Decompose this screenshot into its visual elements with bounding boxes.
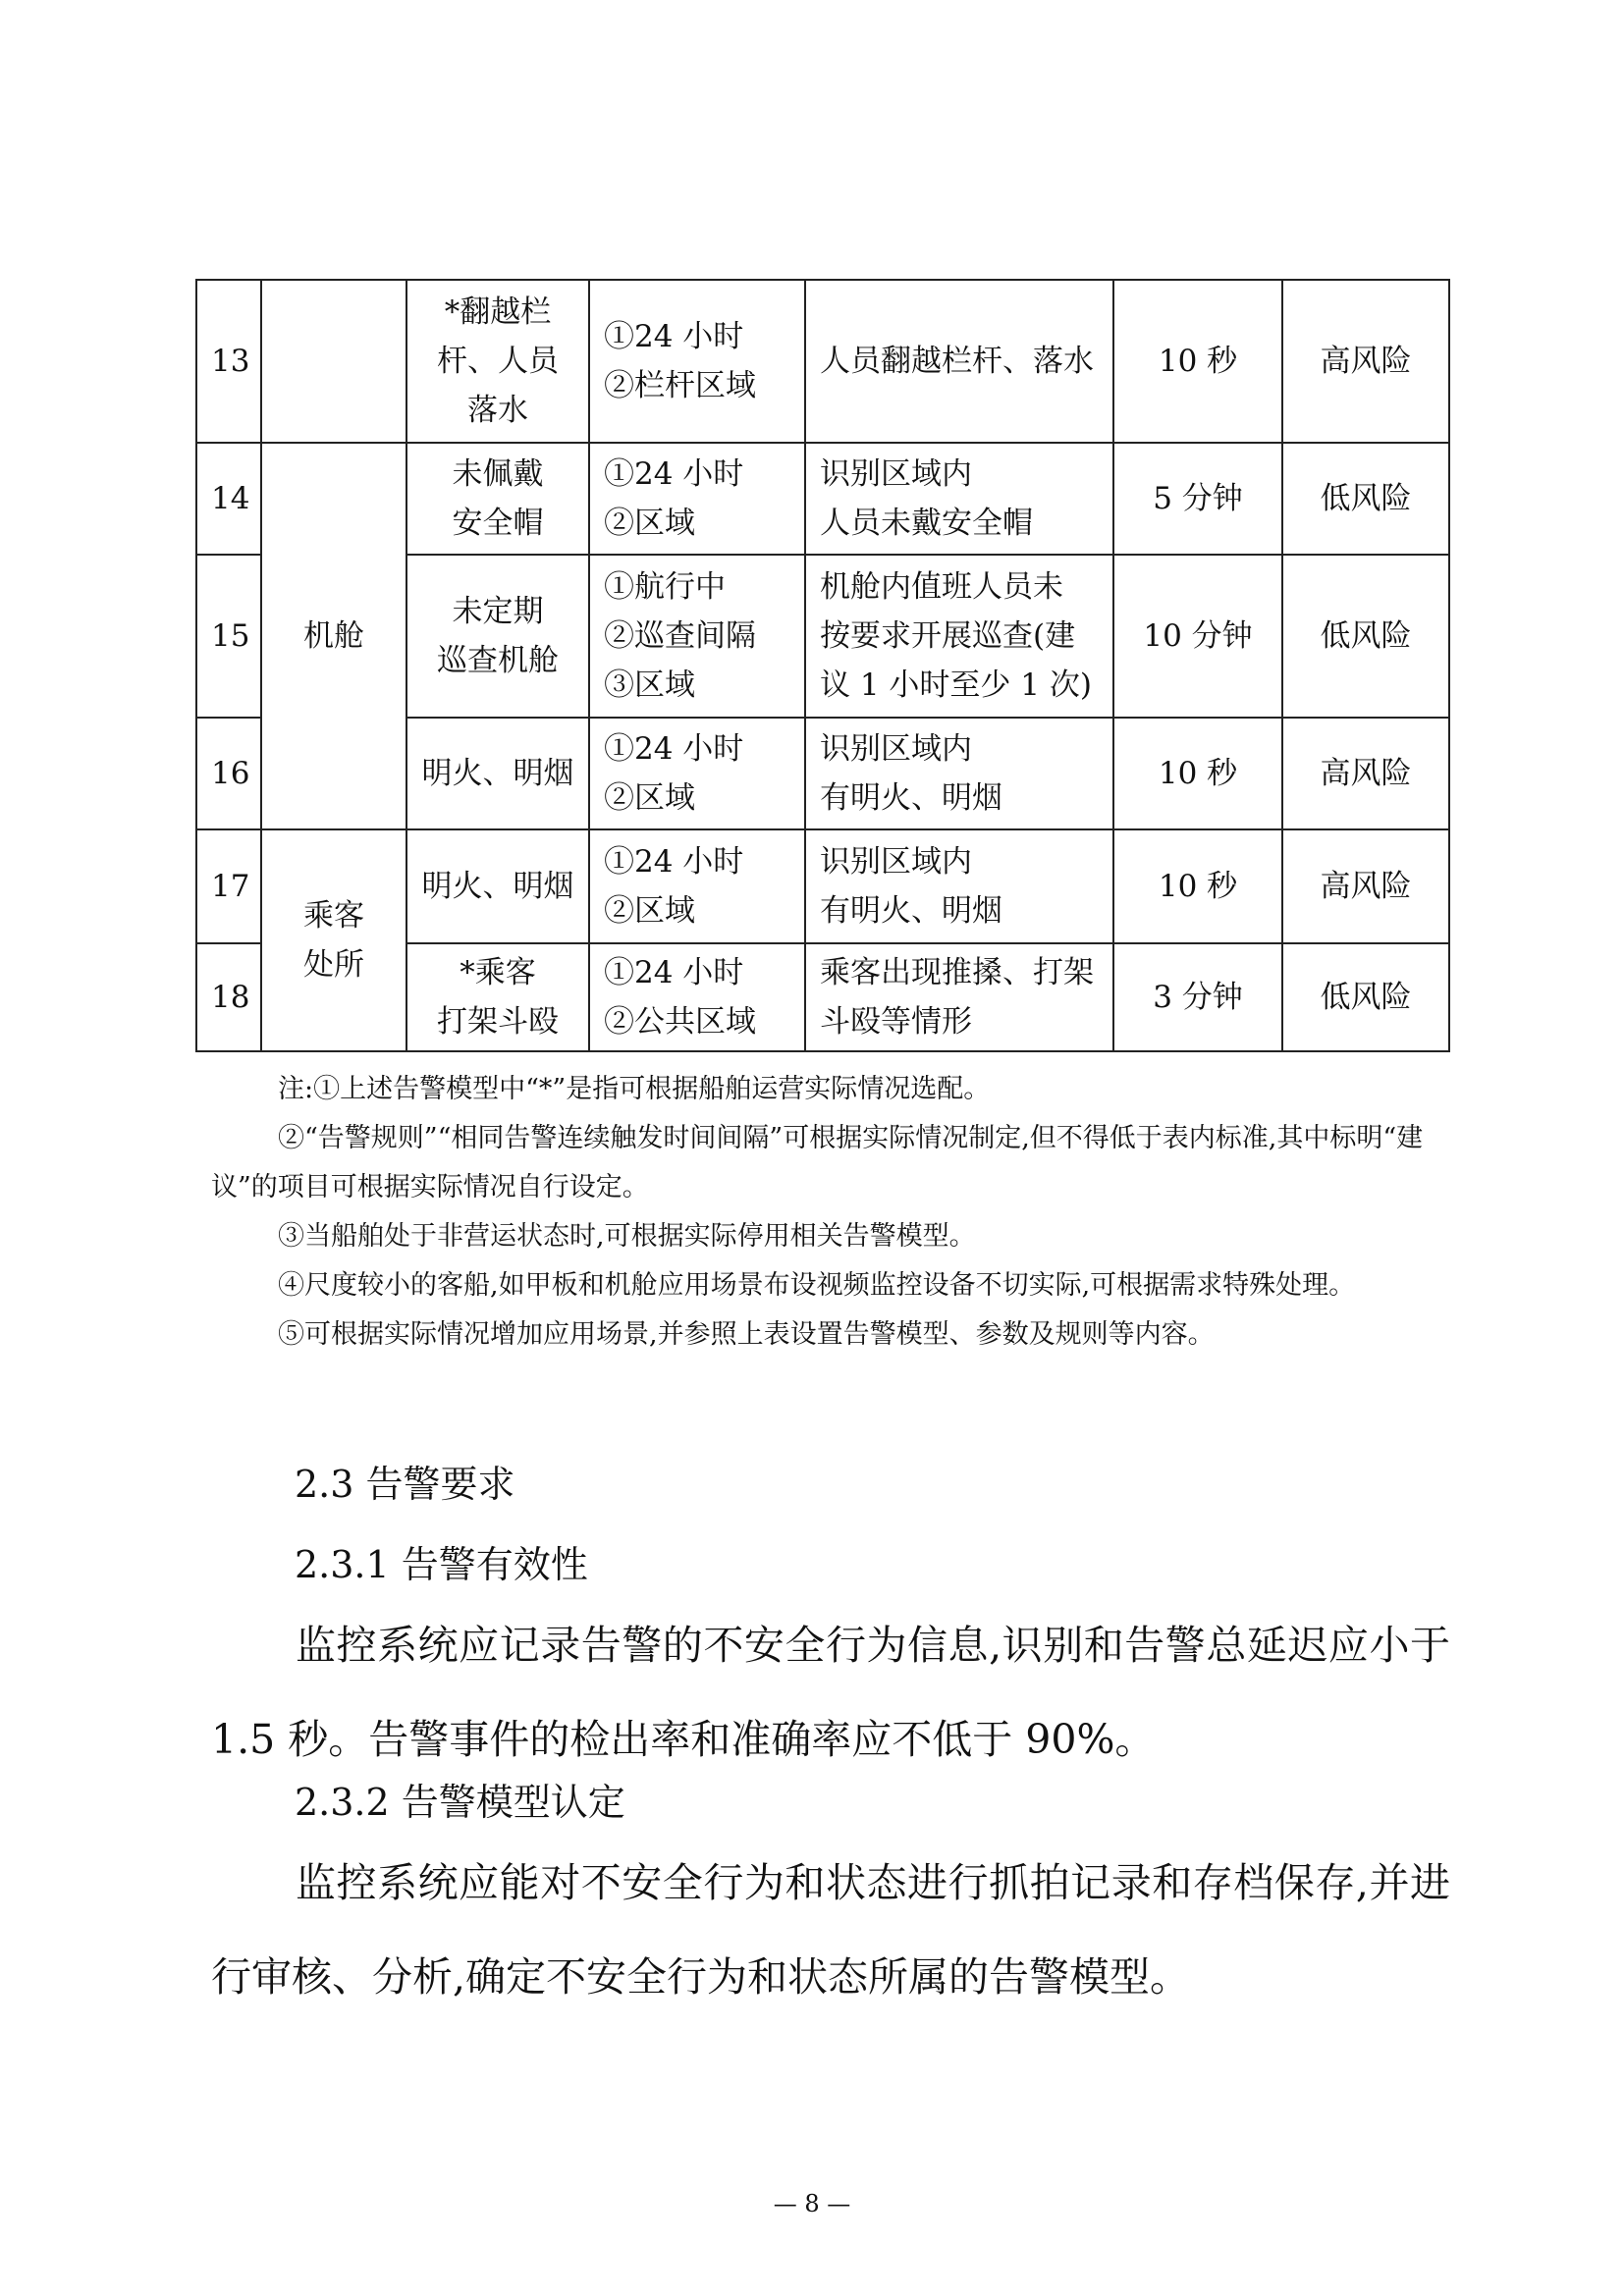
table-row xyxy=(196,280,1449,443)
interval-cell: 3 分钟 xyxy=(1113,943,1282,1051)
note-5: ⑤可根据实际情况增加应用场景,并参照上表设置告警模型、参数及规则等内容。 xyxy=(278,1319,1215,1350)
risk-cell: 低风险 xyxy=(1282,943,1449,1051)
scene-cell: 机舱 xyxy=(261,443,406,829)
section-heading-2-3: 2.3 告警要求 xyxy=(295,1463,515,1506)
params-cell: ①24 小时 ②栏杆区域 xyxy=(589,280,805,443)
row-number: 18 xyxy=(196,943,261,1051)
section-heading-2-3-1: 2.3.1 告警有效性 xyxy=(295,1543,588,1586)
note-3: ③当船舶处于非营运状态时,可根据实际停用相关告警模型。 xyxy=(278,1221,976,1252)
interval-cell: 10 分钟 xyxy=(1113,555,1282,718)
row-number: 17 xyxy=(196,829,261,943)
row-number: 13 xyxy=(196,280,261,443)
model-cell: *翻越栏 杆、人员 落水 xyxy=(406,280,589,443)
model-cell: *乘客 打架斗殴 xyxy=(406,943,589,1051)
note-4: ④尺度较小的客船,如甲板和机舱应用场景布设视频监控设备不切实际,可根据需求特殊处理。 xyxy=(278,1270,1356,1301)
params-cell: ①航行中 ②巡查间隔 ③区域 xyxy=(589,555,805,718)
scene-cell xyxy=(261,280,406,443)
row-number: 16 xyxy=(196,718,261,829)
params-cell: ①24 小时 ②公共区域 xyxy=(589,943,805,1051)
table-notes xyxy=(211,1065,1450,1360)
model-cell: 明火、明烟 xyxy=(406,829,589,943)
interval-cell: 10 秒 xyxy=(1113,829,1282,943)
interval-cell: 10 秒 xyxy=(1113,280,1282,443)
risk-cell: 高风险 xyxy=(1282,718,1449,829)
rule-cell: 识别区域内 有明火、明烟 xyxy=(805,829,1113,943)
model-cell: 未佩戴 安全帽 xyxy=(406,443,589,555)
params-cell: ①24 小时 ②区域 xyxy=(589,829,805,943)
row-number: 15 xyxy=(196,555,261,718)
page-number: — 8 — xyxy=(773,2190,851,2217)
note-2: ②“告警规则”“相同告警连续触发时间间隔”可根据实际情况制定,但不得低于表内标准,其中标明“建议”的项目可根据实际情况自行设定。 xyxy=(211,1123,1424,1202)
paragraph-alarm-validity: 监控系统应记录告警的不安全行为信息,识别和告警总延迟应小于 1.5 秒。告警事件的检出率和准确率应不低于 90%。 xyxy=(211,1622,1450,1763)
rule-cell: 乘客出现推搡、打架 斗殴等情形 xyxy=(805,943,1113,1051)
interval-cell: 5 分钟 xyxy=(1113,443,1282,555)
note-1: 注:①上述告警模型中“*”是指可根据船舶运营实际情况选配。 xyxy=(278,1074,991,1104)
interval-cell: 10 秒 xyxy=(1113,718,1282,829)
params-cell: ①24 小时 ②区域 xyxy=(589,718,805,829)
params-cell: ①24 小时 ②区域 xyxy=(589,443,805,555)
row-number: 14 xyxy=(196,443,261,555)
table-row xyxy=(196,443,1449,555)
risk-cell: 低风险 xyxy=(1282,443,1449,555)
rule-cell: 识别区域内 有明火、明烟 xyxy=(805,718,1113,829)
rule-cell: 机舱内值班人员未 按要求开展巡查(建 议 1 小时至少 1 次) xyxy=(805,555,1113,718)
risk-cell: 低风险 xyxy=(1282,555,1449,718)
scene-cell: 乘客 处所 xyxy=(261,829,406,1051)
rule-cell: 人员翻越栏杆、落水 xyxy=(805,280,1113,443)
alarm-model-table xyxy=(195,279,1450,1052)
rule-cell: 识别区域内 人员未戴安全帽 xyxy=(805,443,1113,555)
risk-cell: 高风险 xyxy=(1282,280,1449,443)
section-heading-2-3-2: 2.3.2 告警模型认定 xyxy=(295,1781,625,1824)
paragraph-alarm-model: 监控系统应能对不安全行为和状态进行抓拍记录和存档保存,并进行审核、分析,确定不安全行为和状态所属的告警模型。 xyxy=(211,1859,1450,2001)
risk-cell: 高风险 xyxy=(1282,829,1449,943)
model-cell: 未定期 巡查机舱 xyxy=(406,555,589,718)
table-row xyxy=(196,829,1449,943)
model-cell: 明火、明烟 xyxy=(406,718,589,829)
